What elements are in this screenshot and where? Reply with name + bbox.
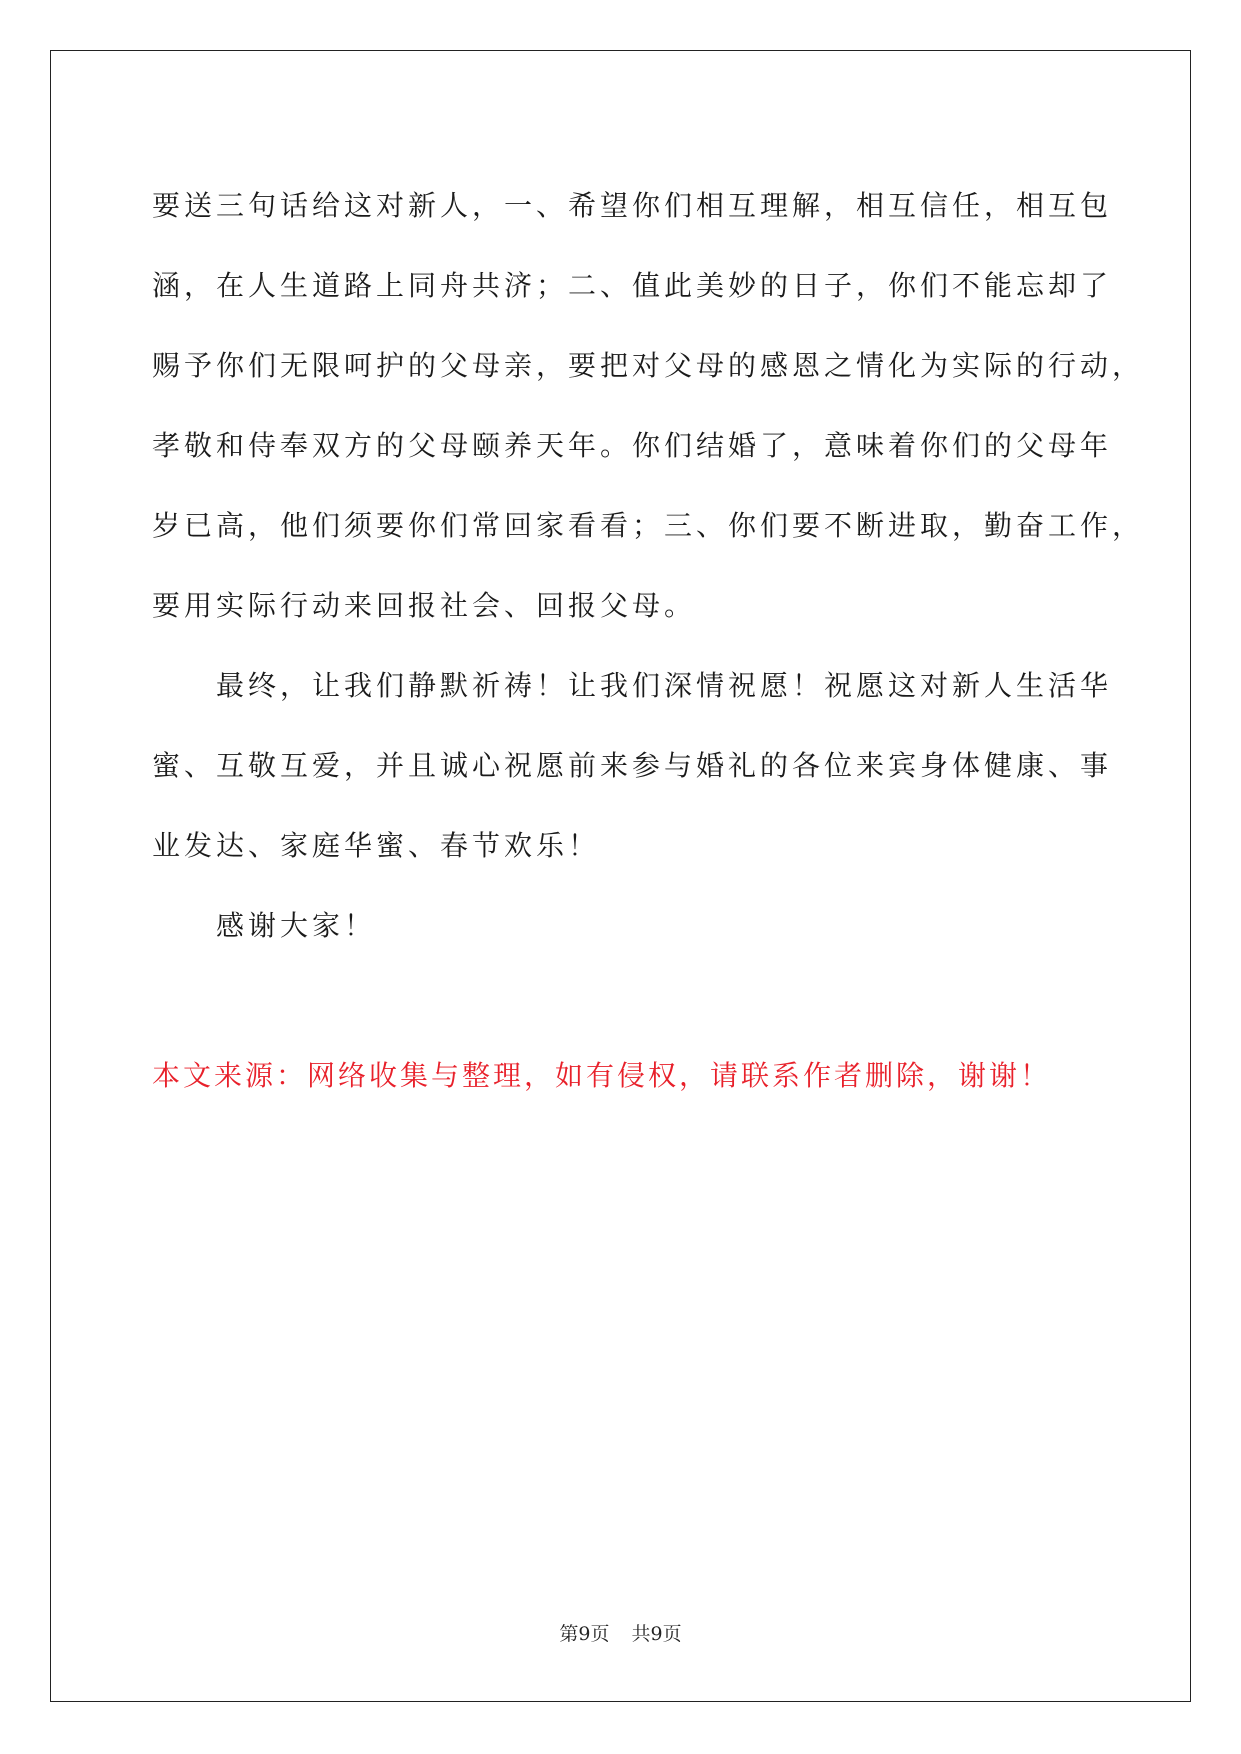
- paragraph-thanks: [152, 886, 1112, 966]
- text-line: 孝敬和侍奉双方的父母颐养天年。你们结婚了，意味着你们的父母年: [152, 429, 1113, 462]
- text-line: 要用实际行动来回报社会、回报父母。: [152, 589, 697, 622]
- paragraph-wishes: [152, 166, 1145, 646]
- page-footer: [0, 1619, 1241, 1646]
- paragraph-blessing: [152, 646, 1112, 886]
- text-line: 要送三句话给这对新人，一、希望你们相互理解，相互信任，相互包: [152, 189, 1113, 222]
- text-line: 业发达、家庭华蜜、春节欢乐！: [152, 829, 601, 862]
- text-line: 最终，让我们静默祈祷！让我们深情祝愿！祝愿这对新人生活华: [216, 669, 1113, 702]
- text-line: 蜜、互敬互爱，并且诚心祝愿前来参与婚礼的各位来宾身体健康、事: [152, 749, 1113, 782]
- document-body: [152, 166, 1145, 966]
- text-line: 感谢大家！: [216, 909, 377, 942]
- source-note: 本文来源：网络收集与整理，如有侵权，请联系作者删除，谢谢！: [152, 1059, 1052, 1092]
- text-line: 赐予你们无限呵护的父母亲，要把对父母的感恩之情化为实际的行动，: [152, 349, 1145, 382]
- text-line: 涵，在人生道路上同舟共济；二、值此美妙的日子，你们不能忘却了: [152, 269, 1113, 302]
- text-line: 岁已高，他们须要你们常回家看看；三、你们要不断进取，勤奋工作，: [152, 509, 1145, 542]
- page-number-current: 第9页: [559, 1623, 610, 1645]
- page-number-total: 共9页: [631, 1623, 682, 1645]
